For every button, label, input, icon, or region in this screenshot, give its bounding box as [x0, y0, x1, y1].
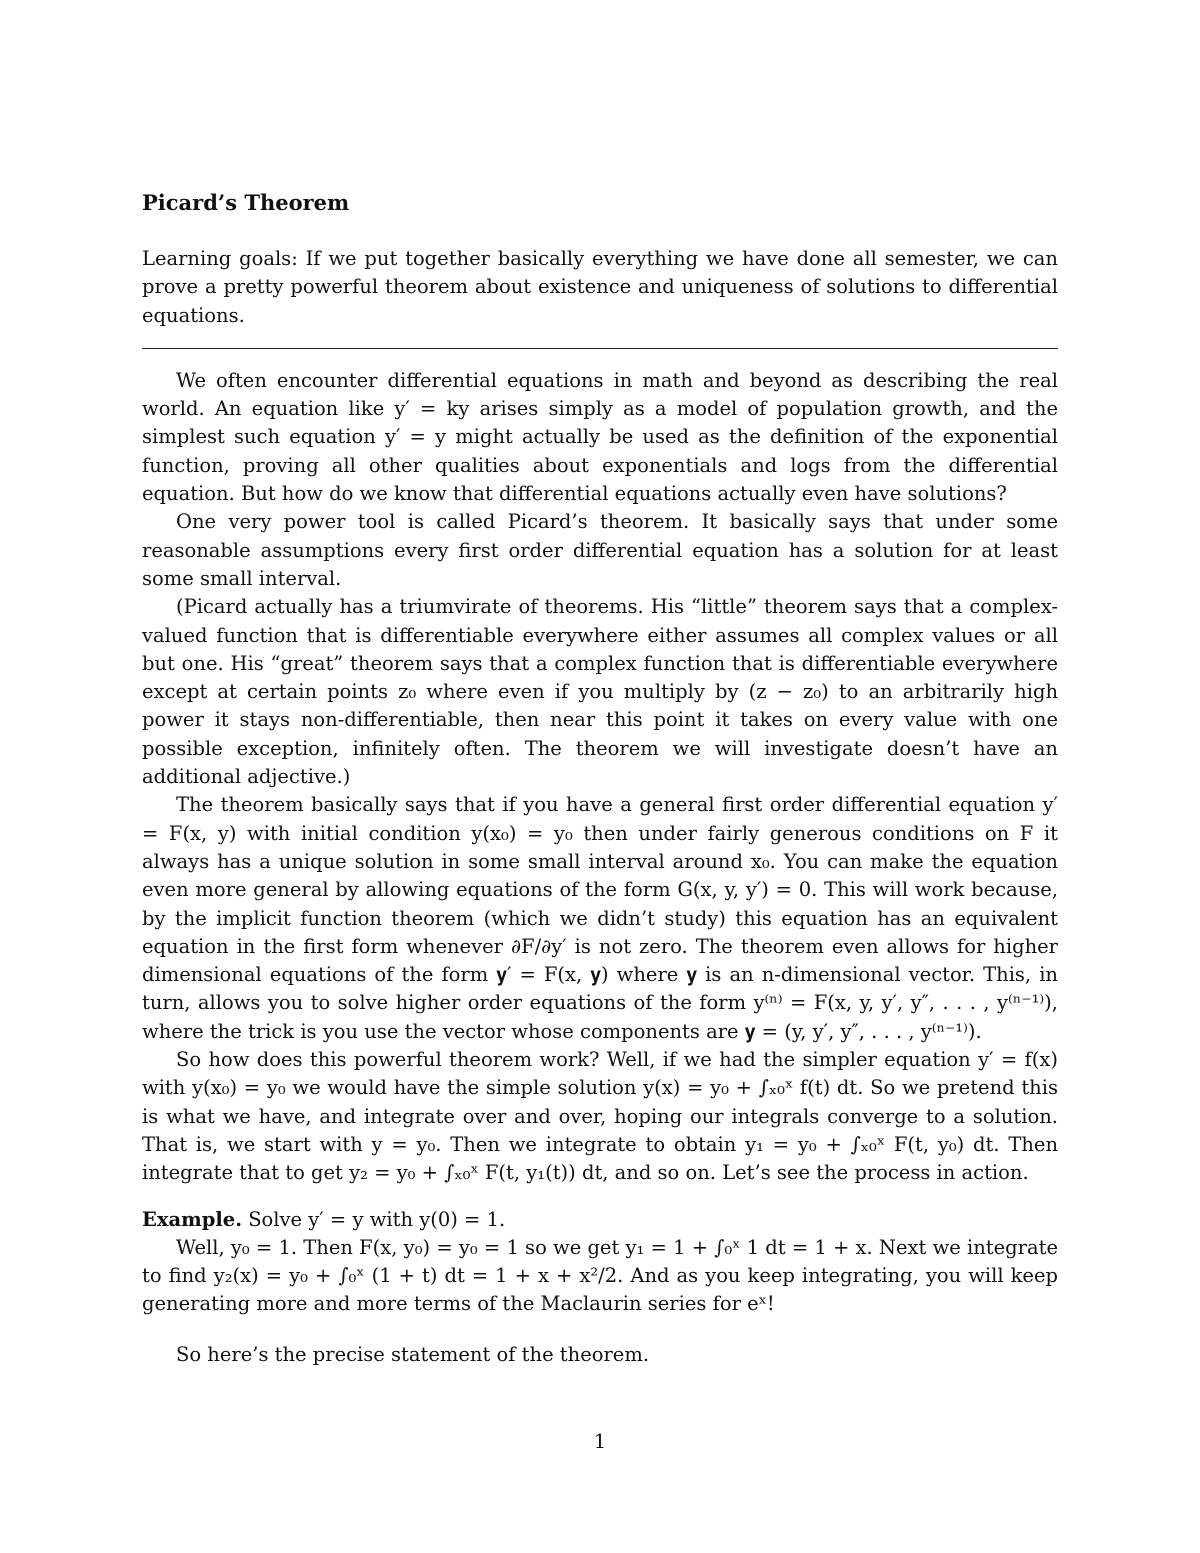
example-label: Example. [142, 1207, 242, 1231]
paragraph-intro: We often encounter differential equations in math and beyond as describing the real world. An equation like y′ = ky arises simply as a model of population growth, and the simplest such equation y′ = y might actually be used as the definition of the exponential function, proving all other qualities about exponentials and logs from the differential equation. But how do we know that differential equations actually even have solutions? [142, 368, 1058, 506]
section-divider [142, 348, 1058, 349]
example-text: Solve y′ = y with y(0) = 1. [248, 1207, 506, 1231]
paragraph-picard-tool: One very power tool is called Picard’s theorem. It basically says that under some reasonable assumptions every first order differential equation has a solution for at least some small interval. [142, 510, 1058, 590]
paragraph-theorem-statement: The theorem basically says that if you have a general first order differential equation y′ = F(x, y) with initial condition y(x₀) = y₀ then under fairly generous conditions on F it always has a unique solution in some small interval around x₀. You can make the equation even more general by allowing equations of the form G(x, y, y′) = 0. This will work because, by the implicit function theorem (which we didn’t study) this equation has an equivalent equation in the first form whenever ∂F/∂y′ is not zero. The theorem even allows for higher dimensional equations of the form 𝐲′ = F(x, 𝐲) where 𝐲 is an n-dimensional vector. This, in turn, allows you to solve higher order equations of the form y⁽ⁿ⁾ = F(x, y, y′, y″, . . . , y⁽ⁿ⁻¹⁾), where the trick is you use the vector whose components are 𝐲 = (y, y′, y″, . . . , y⁽ⁿ⁻¹⁾). [142, 793, 1058, 1043]
page-number: 1 [593, 1430, 607, 1453]
document-title: Picard’s Theorem [142, 190, 350, 215]
example-statement [142, 1206, 1058, 1234]
document-page [142, 190, 1058, 1369]
paragraph-triumvirate: (Picard actually has a triumvirate of theorems. His “little” theorem says that a complex-valued function that is differentiable everywhere either assumes all complex values or all but one. His “great” theorem says that a complex function that is differentiable everywhere except at certain points z₀ where even if you multiply by (z − z₀) to an arbitrarily high power it stays non-differentiable, then near this point it takes on every value with one possible exception, infinitely often. The theorem we will investigate doesn’t have an additional adjective.) [142, 595, 1058, 789]
closing-sentence: So here’s the precise statement of the theorem. [176, 1342, 650, 1366]
learning-goals: Learning goals: If we put together basically everything we have done all semester, we can prove a pretty powerful theorem about existence and uniqueness of solutions to differential equations. [142, 247, 1058, 327]
example-solution: Well, y₀ = 1. Then F(x, y₀) = y₀ = 1 so we get y₁ = 1 + ∫₀ˣ 1 dt = 1 + x. Next we integrate to find y₂(x) = y₀ + ∫₀ˣ (1 + t) dt = 1 + x + x²/2. And as you keep integrating, you will keep generating more and more terms of the Maclaurin series for eˣ! [142, 1235, 1058, 1316]
paragraph-how-it-works: So how does this powerful theorem work? Well, if we had the simpler equation y′ = f(x) with y(x₀) = y₀ we would have the simple solution y(x) = y₀ + ∫ₓ₀ˣ f(t) dt. So we pretend this is what we have, and integrate over and over, hoping our integrals converge to a solution. That is, we start with y = y₀. Then we integrate to obtain y₁ = y₀ + ∫ₓ₀ˣ F(t, y₀) dt. Then integrate that to get y₂ = y₀ + ∫ₓ₀ˣ F(t, y₁(t)) dt, and so on. Let’s see the process in action. [142, 1048, 1058, 1185]
